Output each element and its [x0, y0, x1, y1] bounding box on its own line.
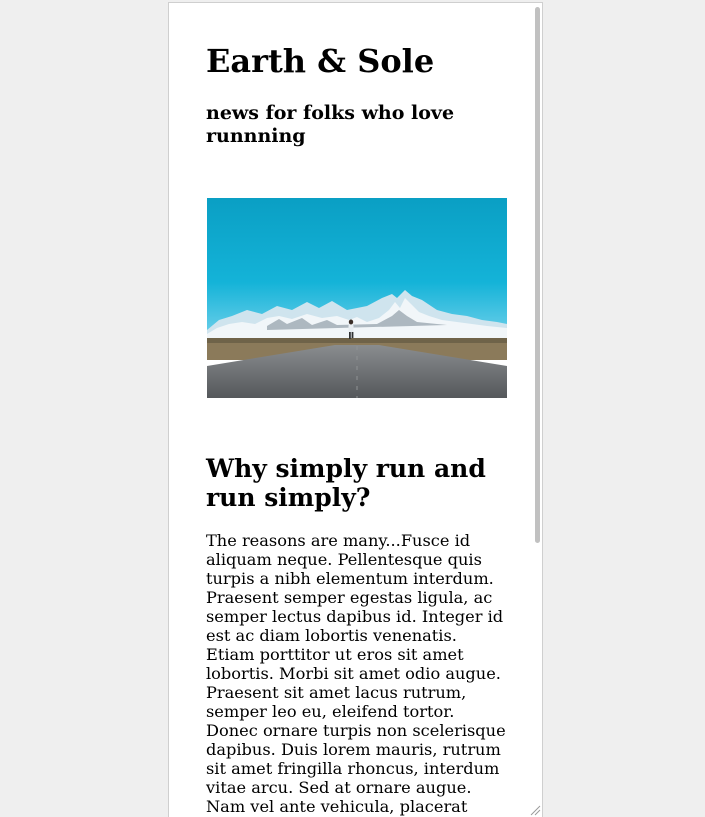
resize-grip-icon[interactable] — [529, 804, 541, 816]
scrollbar-thumb[interactable] — [535, 7, 540, 543]
article-title: Why simply run and run simply? — [206, 454, 486, 512]
site-tagline: news for folks who love runnning — [206, 102, 455, 147]
article-body: The reasons are many...Fusce id aliquam neque. Pellentesque quis turpis a nibh elementum interdum. Praesent semper egestas ligula, ac semper lectus dapibus id. Integer id est ac diam lobortis venenatis. Etiam porttitor ut eros sit amet lobortis. Morbi sit amet odio augue. Praesent sit amet lacus rutrum, semper leo eu, eleifend tortor. Donec ornare turpis non scelerisque dapibus. Duis lorem mauris, rutrum sit amet fringilla rhoncus, interdum vitae arcu. Sed at ornare augue. Nam vel ante vehicula, placerat — [206, 531, 506, 816]
scrollbar-track[interactable] — [532, 3, 542, 817]
hero-image — [207, 198, 507, 398]
browser-viewport — [168, 2, 543, 817]
site-title: Earth & Sole — [206, 42, 435, 80]
